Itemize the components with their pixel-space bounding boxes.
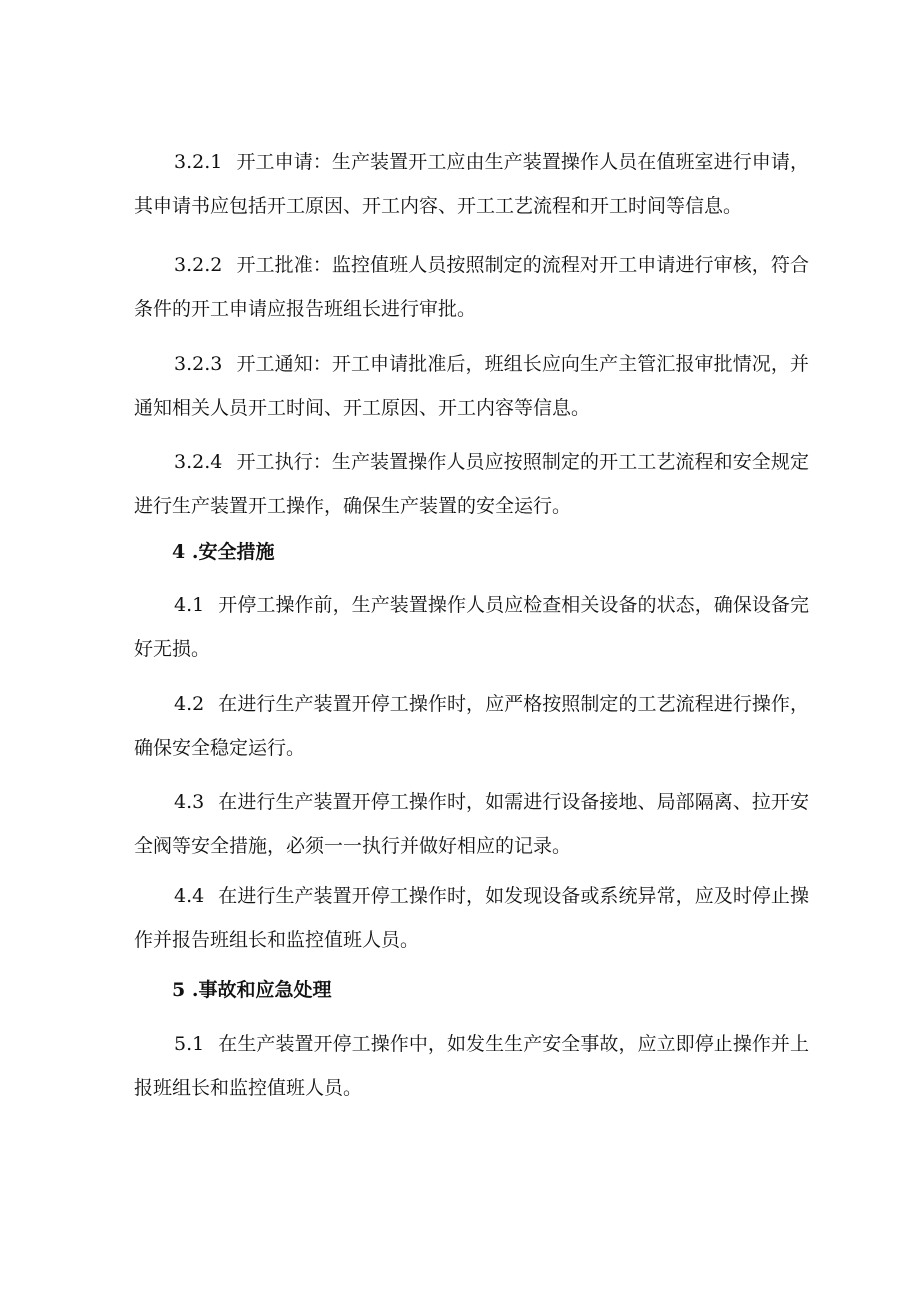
clause-number: 4.1 [174,594,205,616]
section-heading-4: 4 .安全措施 [172,541,275,563]
paragraph-4-3 [134,780,809,868]
clause-text: 在生产装置开停工操作中，如发生生产安全事故，应立即停止操作并上报班组长和监控值班人员。 [134,1033,809,1099]
clause-number: 3.2.1 [174,151,223,173]
paragraph-3-2-1 [134,140,809,228]
clause-number: 5.1 [174,1033,205,1055]
clause-text: 开停工操作前，生产装置操作人员应检查相关设备的状态，确保设备完好无损。 [134,594,809,660]
paragraph-5-1 [134,1022,809,1110]
clause-number: 3.2.4 [174,451,223,473]
clause-text: 开工申请：生产装置开工应由生产装置操作人员在值班室进行申请，其申请书应包括开工原因、开工内容、开工工艺流程和开工时间等信息。 [134,151,809,217]
paragraph-3-2-3 [134,342,809,430]
clause-number: 3.2.3 [174,353,223,375]
clause-number: 4.2 [174,693,205,715]
clause-text: 开工执行：生产装置操作人员应按照制定的开工工艺流程和安全规定进行生产装置开工操作，确保生产装置的安全运行。 [134,451,809,517]
clause-text: 开工批准：监控值班人员按照制定的流程对开工申请进行审核，符合条件的开工申请应报告班组长进行审批。 [134,254,809,320]
clause-number: 4.4 [174,885,205,907]
clause-number: 4.3 [174,791,205,813]
paragraph-4-4 [134,874,809,962]
clause-text: 在进行生产装置开停工操作时，如发现设备或系统异常，应及时停止操作并报告班组长和监控值班人员。 [134,885,809,951]
clause-text: 在进行生产装置开停工操作时，如需进行设备接地、局部隔离、拉开安全阀等安全措施，必须一一执行并做好相应的记录。 [134,791,809,857]
clause-text: 开工通知：开工申请批准后，班组长应向生产主管汇报审批情况，并通知相关人员开工时间、开工原因、开工内容等信息。 [134,353,809,419]
clause-text: 在进行生产装置开停工操作时，应严格按照制定的工艺流程进行操作，确保安全稳定运行。 [134,693,809,759]
clause-number: 3.2.2 [174,254,223,276]
paragraph-4-1 [134,583,809,671]
paragraph-3-2-4 [134,440,809,528]
paragraph-4-2 [134,682,809,770]
section-heading-5: 5 .事故和应急处理 [172,979,332,1001]
paragraph-3-2-2 [134,243,809,331]
